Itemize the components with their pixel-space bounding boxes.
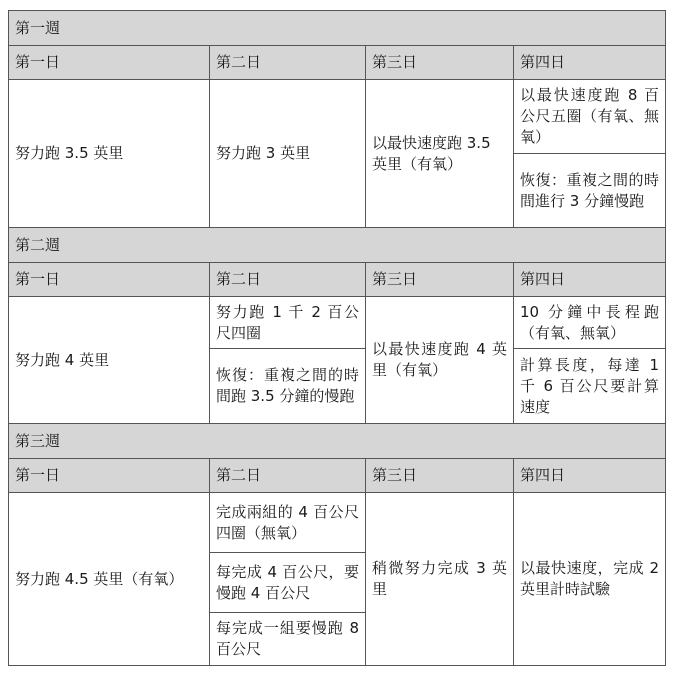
day-label: 第一日 xyxy=(9,459,210,493)
week-header-row xyxy=(9,11,666,46)
week-title: 第二週 xyxy=(9,228,666,263)
workout-cell: 努力跑 3.5 英里 xyxy=(9,80,210,228)
workout-cell: 努力跑 4.5 英里（有氧） xyxy=(9,493,210,666)
workout-cell: 稍微努力完成 3 英里 xyxy=(366,493,514,666)
day-label: 第四日 xyxy=(514,263,666,297)
week-header-row xyxy=(9,228,666,263)
day-label: 第二日 xyxy=(210,263,366,297)
workout-cell: 每完成 4 百公尺，要慢跑 4 百公尺 xyxy=(210,553,366,613)
workout-cell: 以最快速度跑 8 百公尺五圈（有氧、無氧） xyxy=(514,80,666,154)
workout-cell: 10 分鐘中長程跑（有氧、無氧） xyxy=(514,297,666,349)
day-label: 第四日 xyxy=(514,459,666,493)
day-label: 第二日 xyxy=(210,46,366,80)
workout-cell: 以最快速度跑 4 英里（有氧） xyxy=(366,297,514,424)
workout-cell: 計算長度，每達 1 千 6 百公尺要計算速度 xyxy=(514,349,666,424)
day-label: 第一日 xyxy=(9,46,210,80)
day-label: 第一日 xyxy=(9,263,210,297)
workout-cell: 以最快速度跑 3.5 英里（有氧） xyxy=(366,80,514,228)
training-plan xyxy=(8,10,666,666)
day-label: 第三日 xyxy=(366,263,514,297)
workout-cell: 恢復：重複之間的時間跑 3.5 分鐘的慢跑 xyxy=(210,349,366,424)
workout-cell: 每完成一組要慢跑 8 百公尺 xyxy=(210,613,366,666)
day-label: 第二日 xyxy=(210,459,366,493)
day-header-row xyxy=(9,263,666,297)
training-schedule-table xyxy=(8,10,666,666)
workout-row xyxy=(9,493,666,553)
day-label: 第三日 xyxy=(366,46,514,80)
day-label: 第三日 xyxy=(366,459,514,493)
workout-row xyxy=(9,80,666,154)
day-header-row xyxy=(9,46,666,80)
workout-cell: 恢復：重複之間的時間進行 3 分鐘慢跑 xyxy=(514,154,666,228)
day-label: 第四日 xyxy=(514,46,666,80)
day-header-row xyxy=(9,459,666,493)
workout-row xyxy=(9,297,666,349)
week-title: 第一週 xyxy=(9,11,666,46)
workout-cell: 以最快速度，完成 2 英里計時試驗 xyxy=(514,493,666,666)
week-title: 第三週 xyxy=(9,424,666,459)
workout-cell: 努力跑 3 英里 xyxy=(210,80,366,228)
workout-cell: 努力跑 4 英里 xyxy=(9,297,210,424)
workout-cell: 完成兩組的 4 百公尺四圈（無氧） xyxy=(210,493,366,553)
workout-cell: 努力跑 1 千 2 百公尺四圈 xyxy=(210,297,366,349)
week-header-row xyxy=(9,424,666,459)
